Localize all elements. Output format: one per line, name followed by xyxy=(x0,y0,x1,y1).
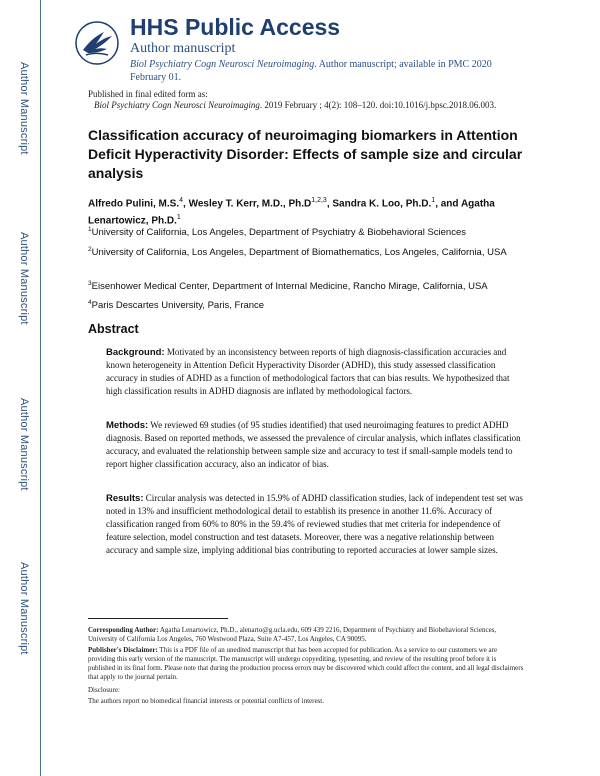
published-label: Published in final edited form as: xyxy=(88,89,208,99)
corresponding-label: Corresponding Author: xyxy=(88,626,159,634)
affiliation-text: Paris Descartes University, Paris, France xyxy=(91,300,265,312)
author-name: Alfredo Pulini, M.S. xyxy=(88,198,180,210)
disclosure-label: Disclosure: xyxy=(88,686,120,694)
citation xyxy=(88,100,528,111)
background-text: Motivated by an inconsistency between reports of high diagnosis-classification accuracies and known heterogeneity in Attention Deficit Hyperactivity Disorder (ADHD), this study assessed classification accuracy in studies of ADHD as a function of methodological factors that can bias results. We hypothesized that high classification results in ADHD diagnosis are inflated by methodological factors. xyxy=(106,347,510,396)
author-affiliation-marker: 1,2,3 xyxy=(311,197,327,204)
methods-label: Methods: xyxy=(106,420,149,431)
author-name: Sandra K. Loo, Ph.D. xyxy=(332,198,432,210)
abstract-methods xyxy=(106,419,526,471)
disclosure-text: The authors report no biomedical financial interests or potential conflicts of interest. xyxy=(88,697,324,705)
author-affiliation-marker: 1 xyxy=(176,214,181,222)
author-name: Wesley T. Kerr, M.D., Ph.D xyxy=(188,198,312,210)
results-label: Results: xyxy=(106,493,144,504)
hhs-public-access-title: HHS Public Access xyxy=(130,14,341,40)
journal-availability xyxy=(130,58,530,84)
abstract-background xyxy=(106,346,526,398)
author-separator: , xyxy=(183,198,189,210)
corresponding-text: Agatha Lenartowicz, Ph.D., alenarto@g.ucla.edu, 609 439 2216, Department of Psychiatry and Biobehavioral Sciences, University of California Los Angeles, 760 Westwood Plaza, Suite A7-457, Los Angeles, CA 90095. xyxy=(88,626,497,643)
citation-journal: Biol Psychiatry Cogn Neurosci Neuroimaging xyxy=(94,100,260,110)
affiliation-number: 4 xyxy=(88,299,92,306)
side-divider xyxy=(40,0,41,776)
citation-details: . 2019 February ; 4(2): 108–120. doi:10.1016/j.bpsc.2018.06.003. xyxy=(259,100,497,110)
author-manuscript-subtitle: Author manuscript xyxy=(130,41,236,56)
affiliation-text: Eisenhower Medical Center, Department of Internal Medicine, Rancho Mirage, California, USA xyxy=(91,281,488,293)
footnote-divider xyxy=(88,618,228,619)
affiliation xyxy=(88,277,518,294)
affiliation-text: University of California, Los Angeles, Department of Psychiatry & Biobehavioral Sciences xyxy=(91,227,466,239)
author-affiliation-marker: 4 xyxy=(179,197,184,204)
journal-name: Biol Psychiatry Cogn Neurosci Neuroimaging xyxy=(130,59,315,70)
hhs-eagle-icon xyxy=(74,20,120,66)
affiliation xyxy=(88,296,518,313)
abstract-heading: Abstract xyxy=(88,322,139,336)
author-separator: , and xyxy=(435,198,461,210)
corresponding-author-note xyxy=(88,626,524,644)
results-text: Circular analysis was detected in 15.9% of ADHD classification studies, lack of independent test set was noted in 13% and insufficient methodological detail to establish its presence in another 11.6%. Accuracy of classification ranged from 60% to 80% in the 59.4% of reviewed studies that met criteria for independence of feature selection, model construction and test datasets. Moreover, there was a negative relationship between accuracy and sample size, implying additional bias contributing to reported accuracies at lower sample sizes. xyxy=(106,493,523,555)
side-label-author-manuscript: Author Manuscript xyxy=(18,62,30,155)
affiliation-text: University of California, Los Angeles, Department of Biomathematics, Los Angeles, California, USA xyxy=(91,247,507,259)
author-manuscript-rail xyxy=(0,0,40,776)
disclaimer-label: Publisher's Disclaimer: xyxy=(88,646,158,654)
publisher-disclaimer xyxy=(88,646,524,682)
author-name: Agatha Lenartowicz, Ph.D. xyxy=(88,198,495,227)
affiliation xyxy=(88,223,518,240)
background-label: Background: xyxy=(106,347,165,358)
side-label-author-manuscript: Author Manuscript xyxy=(18,562,30,655)
author-affiliation-marker: 1 xyxy=(431,197,436,204)
affiliation-number: 2 xyxy=(88,246,92,253)
abstract-results xyxy=(106,492,526,557)
affiliation-number: 3 xyxy=(88,280,92,287)
side-label-author-manuscript: Author Manuscript xyxy=(18,398,30,491)
author-separator: , xyxy=(326,198,333,210)
affiliation-number: 1 xyxy=(88,226,92,233)
side-label-author-manuscript: Author Manuscript xyxy=(18,232,30,325)
disclaimer-text: This is a PDF file of an unedited manuscript that has been accepted for publication. As a service to our customers we are providing this early version of the manuscript. The manuscript will undergo copyediting, typesetting, and review of the resulting proof before it is published in its final form. Please note that during the production process errors may be discovered which could affect the content, and all legal disclaimers that apply to the journal pertain. xyxy=(88,646,524,681)
paper-title: Classification accuracy of neuroimaging biomarkers in Attention Deficit Hyperactivity Disorder: Effects of sample size and circular analysis xyxy=(88,127,523,181)
affiliation xyxy=(88,243,518,260)
availability-note: . Author manuscript; available in PMC 2020 February 01. xyxy=(130,59,492,83)
methods-text: We reviewed 69 studies (of 95 studies identified) that used neuroimaging features to predict ADHD diagnosis. Based on reported methods, we assessed the prevalence of circular analysis, which inflates classification accuracy, and evaluated the relationship between sample size and accuracy to test if small-sample models tend to report higher classification accuracy, also an indicator of bias. xyxy=(106,420,521,469)
publication-info xyxy=(88,89,528,111)
